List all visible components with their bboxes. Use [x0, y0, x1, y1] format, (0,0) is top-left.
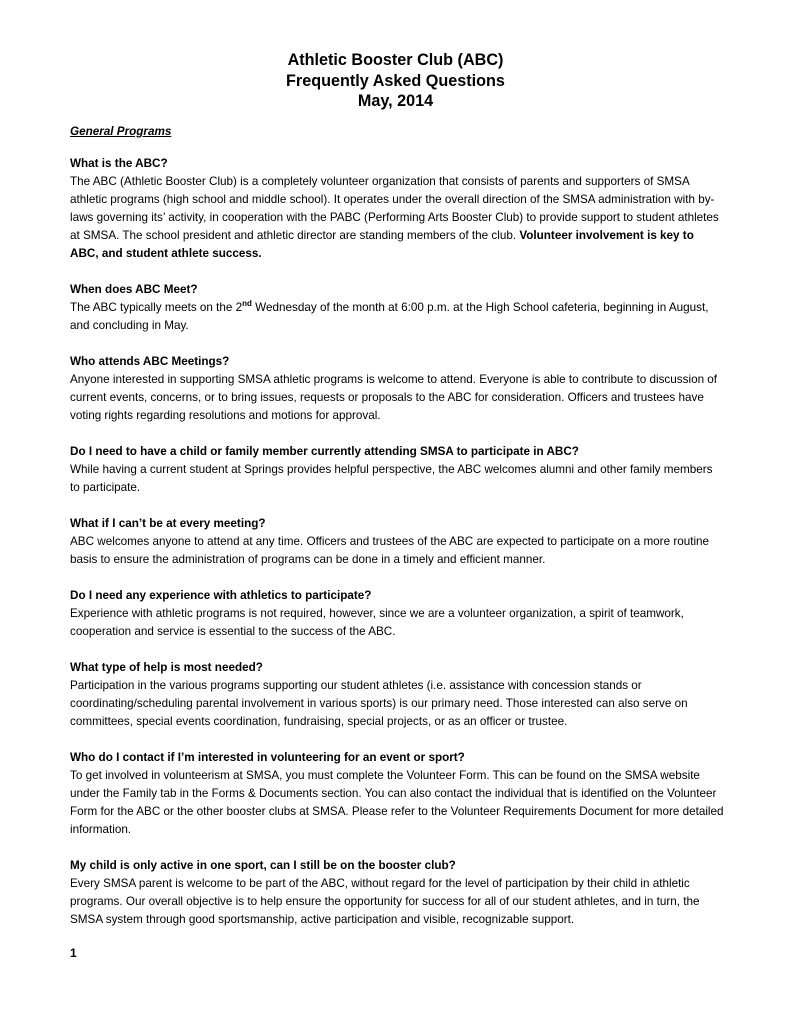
page-number: 1 — [70, 946, 77, 960]
faq-item — [70, 281, 725, 335]
faq-answer: Experience with athletic programs is not required, however, since we are a volunteer organization, a spirit of teamwork, cooperation and service is essential to the success of the ABC. — [70, 607, 684, 638]
document-title — [0, 50, 791, 112]
ordinal-suffix: nd — [242, 299, 252, 309]
faq-answer: ABC welcomes anyone to attend at any time. Officers and trustees of the ABC are expected to participate on a more routine basis to ensure the administration of programs can be done in a timely and efficient manner. — [70, 535, 710, 566]
faq-answer — [70, 299, 725, 335]
faq-answer: While having a current student at Springs provides helpful perspective, the ABC welcomes alumni and other family members to participate. — [70, 463, 713, 494]
faq-item — [70, 443, 725, 497]
faq-question: Do I need any experience with athletics to participate? — [70, 589, 372, 602]
faq-item — [70, 587, 725, 641]
faq-content — [70, 123, 725, 947]
faq-question: What if I can’t be at every meeting? — [70, 517, 266, 530]
faq-answer: To get involved in volunteerism at SMSA, you must complete the Volunteer Form. This can be found on the SMSA website under the Family tab in the Forms & Documents section. You can also contact the individual that is identified on the Volunteer Form for the ABC or the other booster clubs at SMSA. Please refer to the Volunteer Requirements Document for more detailed information. — [70, 769, 724, 836]
faq-question: Who do I contact if I’m interested in volunteering for an event or sport? — [70, 751, 465, 764]
faq-answer: Participation in the various programs supporting our student athletes (i.e. assistance with concession stands or coordinating/scheduling parental involvement in various sports) is our primary need. Those interested can also serve on committees, special events coordination, fundraising, special projects, or as an officer or trustee. — [70, 679, 688, 728]
faq-answer: Every SMSA parent is welcome to be part of the ABC, without regard for the level of participation by their child in athletic programs. Our overall objective is to help ensure the opportunity for success for all of our student athletes, and in turn, the SMSA system through good sportsmanship, active participation and visible, recognizable support. — [70, 877, 700, 926]
faq-item — [70, 659, 725, 731]
faq-answer-text: Wednesday of the month at 6:00 p.m. at the High School cafeteria, beginning in August, and concluding in May. — [70, 301, 709, 332]
faq-answer-text: The ABC (Athletic Booster Club) is a completely volunteer organization that consists of parents and supporters of SMSA athletic programs (high school and middle school). It operates under the overall direction of the SMSA administration with by-laws governing its’ activity, in cooperation with the PABC (Performing Arts Booster Club) to provide support to student athletes at SMSA. The school president and athletic director are standing members of the club. — [70, 175, 719, 242]
faq-answer-emphasis: Volunteer involvement is key to ABC, and student athlete success. — [70, 229, 694, 260]
title-line-1: Athletic Booster Club (ABC) — [287, 51, 504, 69]
title-line-3: May, 2014 — [357, 92, 434, 110]
section-heading: General Programs — [70, 125, 172, 138]
faq-answer: Anyone interested in supporting SMSA athletic programs is welcome to attend. Everyone is able to contribute to discussion of current events, concerns, or to bring issues, requests or proposals to the ABC for consideration. Officers and trustees have voting rights regarding resolutions and motions for approval. — [70, 373, 718, 422]
faq-question: My child is only active in one sport, can I still be on the booster club? — [70, 859, 456, 872]
faq-item — [70, 515, 725, 569]
faq-question: Who attends ABC Meetings? — [70, 355, 230, 368]
faq-item — [70, 353, 725, 425]
faq-question: When does ABC Meet? — [70, 283, 198, 296]
faq-answer — [70, 173, 725, 263]
faq-question: What type of help is most needed? — [70, 661, 263, 674]
faq-question: What is the ABC? — [70, 157, 168, 170]
faq-item — [70, 155, 725, 263]
faq-answer-text: The ABC typically meets on the 2 — [70, 301, 243, 314]
title-line-2: Frequently Asked Questions — [286, 71, 505, 90]
faq-item — [70, 857, 725, 929]
faq-question: Do I need to have a child or family member currently attending SMSA to participate in ABC? — [70, 445, 579, 458]
faq-item — [70, 749, 725, 839]
